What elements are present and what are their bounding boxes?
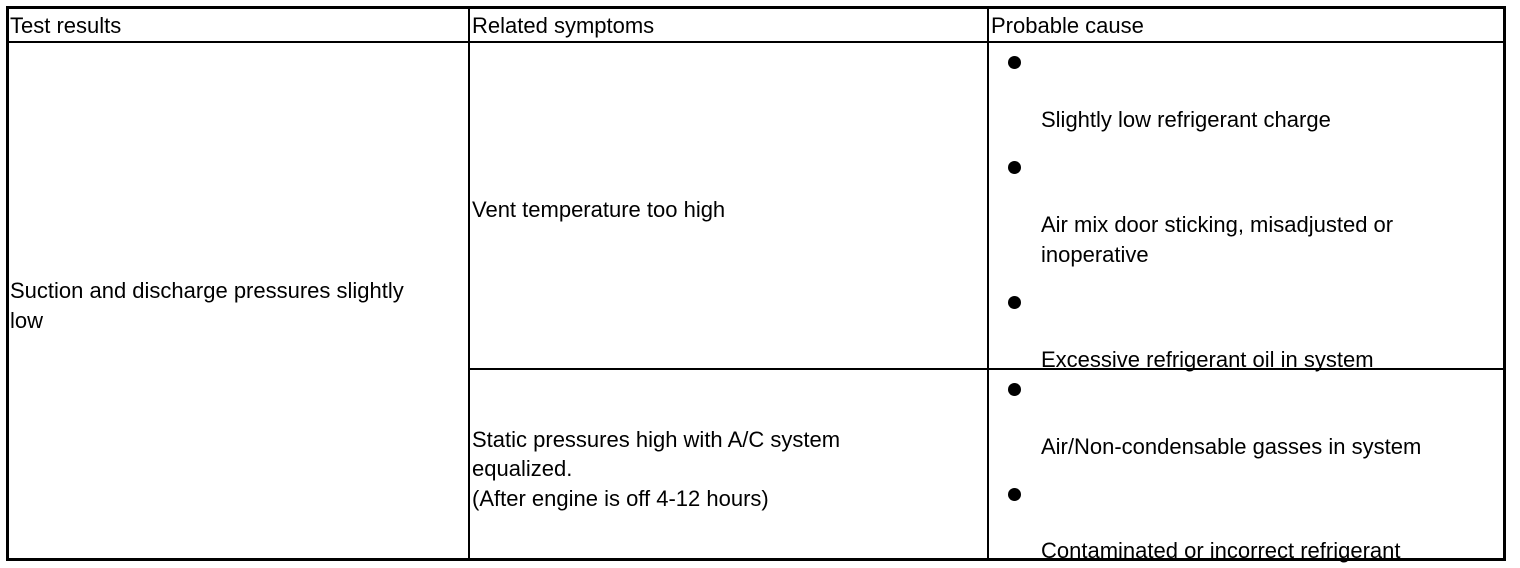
bullet-icon (1008, 296, 1021, 309)
symptom-row-2-line-1: Static pressures high with A/C system (472, 427, 841, 452)
test-result-line-1: Suction and discharge pressures slightly (10, 278, 404, 303)
cause-row-1-item-1: Slightly low refrigerant charge (1041, 107, 1331, 132)
header-related-symptoms: Related symptoms (472, 13, 655, 38)
symptom-row-2-line-3: (After engine is off 4-12 hours) (472, 486, 769, 511)
header-divider (9, 41, 1503, 43)
test-result-line-2: low (10, 308, 44, 333)
header-probable-cause: Probable cause (991, 13, 1144, 38)
symptom-row-2-line-2: equalized. (472, 456, 573, 481)
bullet-icon (1008, 161, 1021, 174)
cause-row-2-item-2: Contaminated or incorrect refrigerant (1041, 538, 1401, 563)
cause-row-1-item-2-line-2: inoperative (1041, 242, 1149, 267)
bullet-icon (1008, 56, 1021, 69)
cause-row-1-item-3: Excessive refrigerant oil in system (1041, 347, 1374, 372)
diagnosis-table (6, 6, 1506, 561)
cause-row-1-item-2-line-1: Air mix door sticking, misadjusted or (1041, 212, 1394, 237)
column-divider-2 (987, 9, 989, 558)
bullet-icon (1008, 488, 1021, 501)
bullet-icon (1008, 383, 1021, 396)
symptom-row-1-line-1: Vent temperature too high (472, 197, 726, 222)
header-test-results: Test results (10, 13, 122, 38)
cause-row-2-item-1: Air/Non-condensable gasses in system (1041, 434, 1422, 459)
column-divider-1 (468, 9, 470, 558)
